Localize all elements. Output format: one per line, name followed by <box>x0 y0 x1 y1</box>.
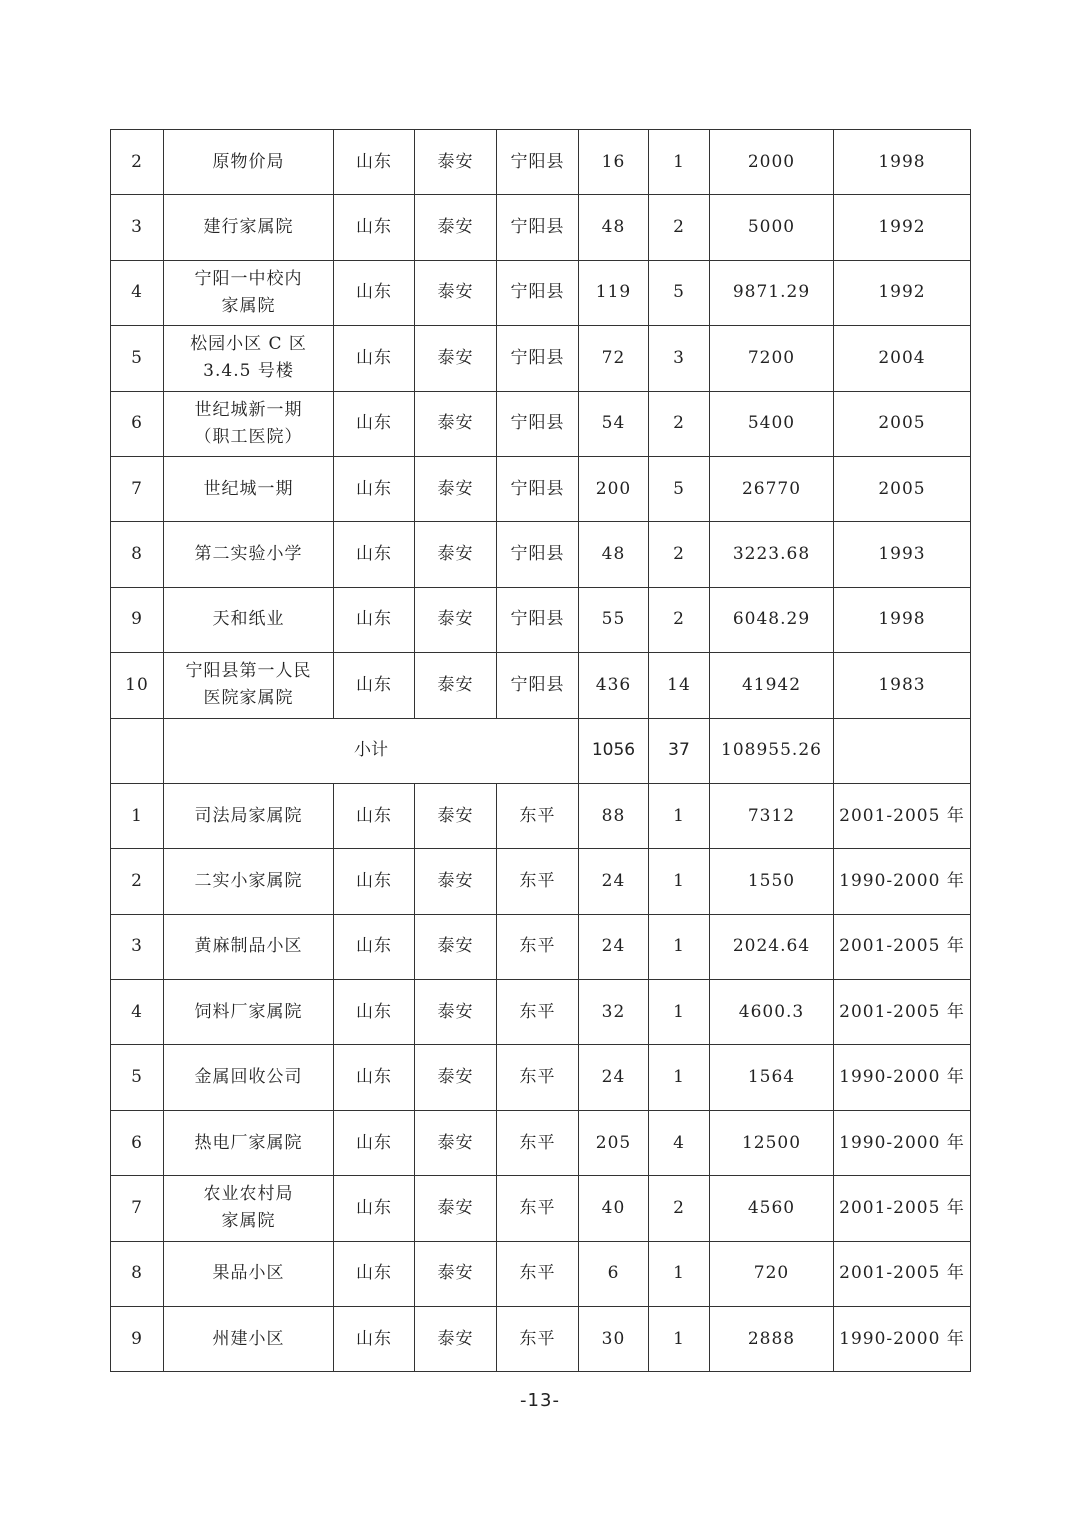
cell-area: 5000 <box>710 195 834 260</box>
cell-name: 金属回收公司 <box>164 1045 334 1110</box>
cell-city: 泰安 <box>415 522 497 587</box>
cell-area: 3223.68 <box>710 522 834 587</box>
table-row <box>111 260 971 325</box>
cell-buildings: 2 <box>649 587 710 652</box>
table-row <box>111 1307 971 1372</box>
cell-county: 宁阳县 <box>497 326 579 391</box>
cell-households: 6 <box>579 1241 649 1306</box>
table-row <box>111 587 971 652</box>
cell-city: 泰安 <box>415 1307 497 1372</box>
cell-county: 宁阳县 <box>497 260 579 325</box>
cell-city: 泰安 <box>415 130 497 195</box>
cell-buildings: 2 <box>649 195 710 260</box>
cell-city: 泰安 <box>415 914 497 979</box>
cell-year: 1990-2000 年 <box>834 1045 971 1110</box>
cell-province: 山东 <box>334 914 415 979</box>
cell-city: 泰安 <box>415 456 497 521</box>
cell-buildings: 5 <box>649 456 710 521</box>
cell-households: 436 <box>579 653 649 718</box>
cell-area: 7312 <box>710 783 834 848</box>
cell-year: 2004 <box>834 326 971 391</box>
cell-province: 山东 <box>334 587 415 652</box>
cell-county: 宁阳县 <box>497 195 579 260</box>
cell-city: 泰安 <box>415 1045 497 1110</box>
cell-households: 55 <box>579 587 649 652</box>
cell-county: 宁阳县 <box>497 391 579 456</box>
cell-area: 4600.3 <box>710 980 834 1045</box>
cell-area: 2000 <box>710 130 834 195</box>
cell-name: 宁阳县第一人民 医院家属院 <box>164 653 334 718</box>
cell-no: 7 <box>111 1176 164 1241</box>
cell-no: 6 <box>111 391 164 456</box>
cell-name: 天和纸业 <box>164 587 334 652</box>
cell-city: 泰安 <box>415 326 497 391</box>
cell-city: 泰安 <box>415 1176 497 1241</box>
table-body-ningyang <box>111 130 971 719</box>
cell-buildings: 2 <box>649 1176 710 1241</box>
table-row <box>111 980 971 1045</box>
cell-households: 200 <box>579 456 649 521</box>
cell-area: 41942 <box>710 653 834 718</box>
cell-no: 3 <box>111 195 164 260</box>
cell-buildings: 2 <box>649 522 710 587</box>
cell-households: 205 <box>579 1110 649 1175</box>
subtotal-buildings: 37 <box>649 718 710 783</box>
cell-province: 山东 <box>334 783 415 848</box>
cell-name: 松园小区 C 区 3.4.5 号楼 <box>164 326 334 391</box>
cell-county: 东平 <box>497 1045 579 1110</box>
cell-city: 泰安 <box>415 849 497 914</box>
cell-buildings: 1 <box>649 130 710 195</box>
cell-county: 东平 <box>497 783 579 848</box>
cell-year: 1992 <box>834 260 971 325</box>
cell-households: 48 <box>579 195 649 260</box>
cell-city: 泰安 <box>415 1241 497 1306</box>
cell-county: 东平 <box>497 1307 579 1372</box>
cell-no: 8 <box>111 1241 164 1306</box>
cell-province: 山东 <box>334 849 415 914</box>
cell-area: 720 <box>710 1241 834 1306</box>
cell-area: 7200 <box>710 326 834 391</box>
cell-buildings: 1 <box>649 849 710 914</box>
cell-province: 山东 <box>334 456 415 521</box>
cell-area: 12500 <box>710 1110 834 1175</box>
cell-no: 10 <box>111 653 164 718</box>
cell-no: 6 <box>111 1110 164 1175</box>
cell-city: 泰安 <box>415 1110 497 1175</box>
cell-no: 4 <box>111 980 164 1045</box>
table-row <box>111 783 971 848</box>
cell-year: 1990-2000 年 <box>834 849 971 914</box>
cell-households: 54 <box>579 391 649 456</box>
cell-county: 东平 <box>497 1241 579 1306</box>
cell-name: 二实小家属院 <box>164 849 334 914</box>
cell-year: 2001-2005 年 <box>834 1176 971 1241</box>
cell-year: 2001-2005 年 <box>834 1241 971 1306</box>
table-row <box>111 1045 971 1110</box>
cell-buildings: 2 <box>649 391 710 456</box>
cell-households: 24 <box>579 1045 649 1110</box>
cell-county: 东平 <box>497 1176 579 1241</box>
cell-name: 原物价局 <box>164 130 334 195</box>
cell-area: 6048.29 <box>710 587 834 652</box>
table-row <box>111 326 971 391</box>
cell-year: 1990-2000 年 <box>834 1110 971 1175</box>
cell-county: 东平 <box>497 849 579 914</box>
cell-households: 40 <box>579 1176 649 1241</box>
cell-households: 24 <box>579 914 649 979</box>
subtotal-row <box>111 718 971 783</box>
cell-province: 山东 <box>334 130 415 195</box>
subtotal-year <box>834 718 971 783</box>
cell-buildings: 14 <box>649 653 710 718</box>
cell-city: 泰安 <box>415 587 497 652</box>
cell-county: 宁阳县 <box>497 456 579 521</box>
cell-county: 宁阳县 <box>497 653 579 718</box>
cell-area: 1564 <box>710 1045 834 1110</box>
cell-year: 2001-2005 年 <box>834 980 971 1045</box>
cell-no: 1 <box>111 783 164 848</box>
cell-no: 5 <box>111 326 164 391</box>
cell-households: 72 <box>579 326 649 391</box>
cell-name: 第二实验小学 <box>164 522 334 587</box>
cell-year: 2005 <box>834 391 971 456</box>
cell-province: 山东 <box>334 1045 415 1110</box>
cell-city: 泰安 <box>415 260 497 325</box>
cell-name: 黄麻制品小区 <box>164 914 334 979</box>
cell-area: 4560 <box>710 1176 834 1241</box>
cell-households: 16 <box>579 130 649 195</box>
cell-no: 2 <box>111 849 164 914</box>
table-row <box>111 522 971 587</box>
cell-no: 3 <box>111 914 164 979</box>
table-body-dongping <box>111 783 971 1372</box>
cell-buildings: 1 <box>649 980 710 1045</box>
cell-area: 26770 <box>710 456 834 521</box>
cell-area: 2888 <box>710 1307 834 1372</box>
cell-name: 宁阳一中校内 家属院 <box>164 260 334 325</box>
table-row <box>111 1241 971 1306</box>
subtotal-households: 1056 <box>579 718 649 783</box>
cell-no: 4 <box>111 260 164 325</box>
cell-no: 7 <box>111 456 164 521</box>
cell-households: 30 <box>579 1307 649 1372</box>
table-row <box>111 1110 971 1175</box>
table-body-subtotal <box>111 718 971 783</box>
cell-area: 9871.29 <box>710 260 834 325</box>
cell-buildings: 1 <box>649 1241 710 1306</box>
cell-province: 山东 <box>334 980 415 1045</box>
cell-province: 山东 <box>334 1176 415 1241</box>
table-row <box>111 849 971 914</box>
cell-province: 山东 <box>334 1307 415 1372</box>
cell-province: 山东 <box>334 326 415 391</box>
cell-area: 1550 <box>710 849 834 914</box>
cell-year: 1990-2000 年 <box>834 1307 971 1372</box>
cell-city: 泰安 <box>415 391 497 456</box>
page-number: -13- <box>520 1390 560 1411</box>
table-row <box>111 391 971 456</box>
subtotal-label: 小计 <box>164 718 579 783</box>
community-table <box>110 129 971 1372</box>
table-row <box>111 914 971 979</box>
cell-name: 农业农村局 家属院 <box>164 1176 334 1241</box>
table-row <box>111 130 971 195</box>
cell-households: 119 <box>579 260 649 325</box>
cell-households: 88 <box>579 783 649 848</box>
cell-year: 1983 <box>834 653 971 718</box>
cell-year: 1998 <box>834 130 971 195</box>
cell-year: 1993 <box>834 522 971 587</box>
cell-county: 东平 <box>497 914 579 979</box>
cell-province: 山东 <box>334 653 415 718</box>
cell-city: 泰安 <box>415 653 497 718</box>
table-row <box>111 1176 971 1241</box>
subtotal-no <box>111 718 164 783</box>
cell-city: 泰安 <box>415 980 497 1045</box>
cell-no: 5 <box>111 1045 164 1110</box>
cell-no: 8 <box>111 522 164 587</box>
cell-year: 2001-2005 年 <box>834 783 971 848</box>
table-row <box>111 456 971 521</box>
cell-no: 9 <box>111 1307 164 1372</box>
cell-province: 山东 <box>334 1110 415 1175</box>
cell-county: 东平 <box>497 980 579 1045</box>
cell-county: 宁阳县 <box>497 130 579 195</box>
cell-name: 州建小区 <box>164 1307 334 1372</box>
cell-city: 泰安 <box>415 195 497 260</box>
cell-province: 山东 <box>334 522 415 587</box>
cell-households: 32 <box>579 980 649 1045</box>
cell-households: 24 <box>579 849 649 914</box>
cell-county: 宁阳县 <box>497 587 579 652</box>
cell-buildings: 5 <box>649 260 710 325</box>
cell-province: 山东 <box>334 195 415 260</box>
cell-year: 1998 <box>834 587 971 652</box>
cell-year: 1992 <box>834 195 971 260</box>
cell-name: 世纪城一期 <box>164 456 334 521</box>
cell-name: 世纪城新一期 （职工医院） <box>164 391 334 456</box>
cell-buildings: 1 <box>649 783 710 848</box>
cell-area: 5400 <box>710 391 834 456</box>
cell-county: 东平 <box>497 1110 579 1175</box>
cell-area: 2024.64 <box>710 914 834 979</box>
cell-name: 司法局家属院 <box>164 783 334 848</box>
cell-buildings: 1 <box>649 1045 710 1110</box>
cell-households: 48 <box>579 522 649 587</box>
cell-buildings: 3 <box>649 326 710 391</box>
table-row <box>111 653 971 718</box>
cell-province: 山东 <box>334 260 415 325</box>
table-row <box>111 195 971 260</box>
cell-name: 果品小区 <box>164 1241 334 1306</box>
cell-year: 2005 <box>834 456 971 521</box>
cell-name: 热电厂家属院 <box>164 1110 334 1175</box>
cell-year: 2001-2005 年 <box>834 914 971 979</box>
cell-name: 饲料厂家属院 <box>164 980 334 1045</box>
cell-buildings: 1 <box>649 1307 710 1372</box>
subtotal-area: 108955.26 <box>710 718 834 783</box>
cell-name: 建行家属院 <box>164 195 334 260</box>
cell-province: 山东 <box>334 1241 415 1306</box>
cell-buildings: 4 <box>649 1110 710 1175</box>
cell-no: 9 <box>111 587 164 652</box>
cell-no: 2 <box>111 130 164 195</box>
cell-province: 山东 <box>334 391 415 456</box>
cell-buildings: 1 <box>649 914 710 979</box>
cell-county: 宁阳县 <box>497 522 579 587</box>
cell-city: 泰安 <box>415 783 497 848</box>
